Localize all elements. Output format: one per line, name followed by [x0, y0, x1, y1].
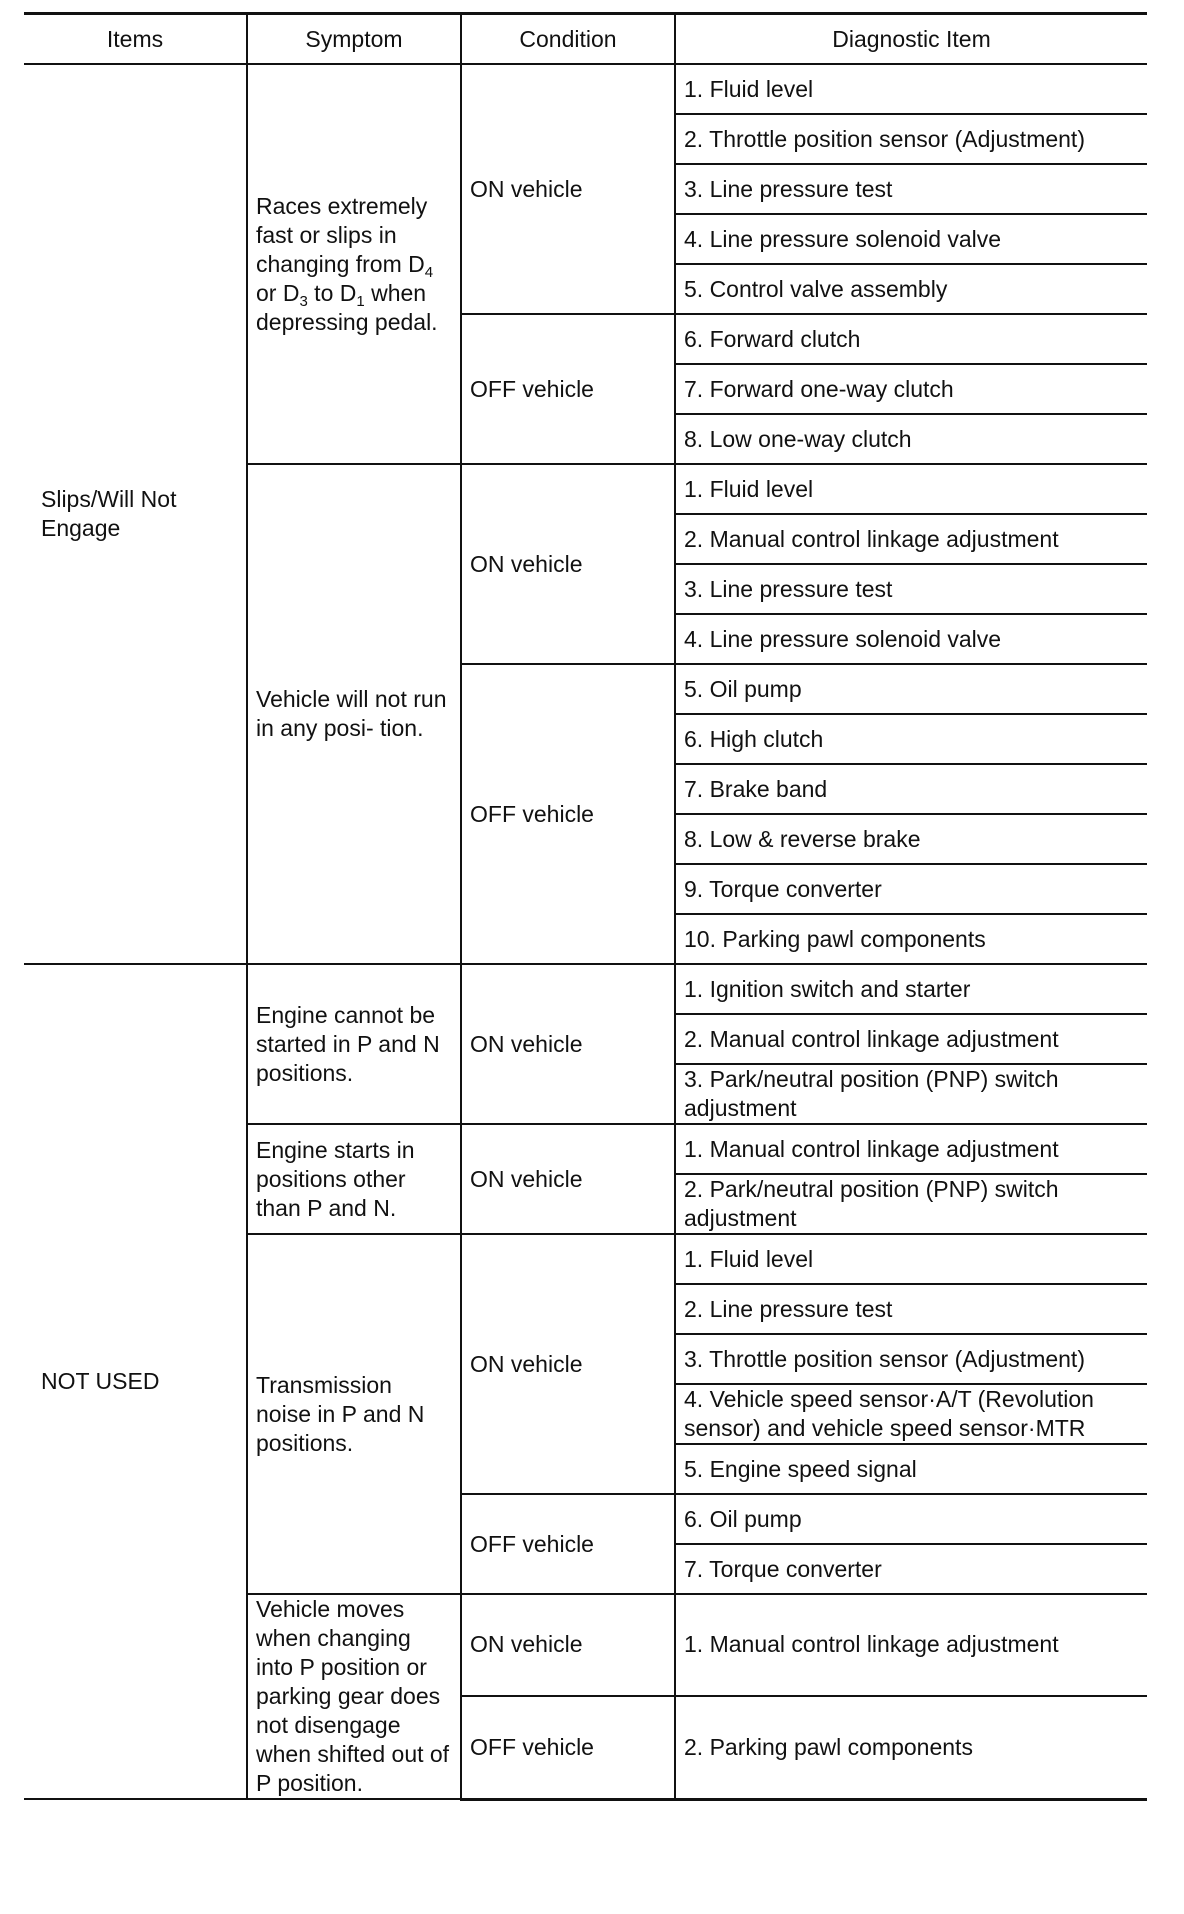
- symptom-cell: Vehicle moves when changing into P position or parking gear does not disengage when shifted out of P position.: [247, 1594, 461, 1799]
- condition-cell: OFF vehicle: [461, 1696, 675, 1799]
- symptom-cell: Engine starts in positions other than P and N.: [247, 1124, 461, 1234]
- diagnostic-item: 3. Line pressure test: [675, 564, 1147, 614]
- diagnostic-item: 2. Parking pawl components: [675, 1696, 1147, 1799]
- diagnostic-item: 2. Throttle position sensor (Adjustment): [675, 114, 1147, 164]
- diagnostic-item: 7. Torque converter: [675, 1544, 1147, 1594]
- header-items: Items: [24, 14, 247, 65]
- diagnostic-item: 5. Engine speed signal: [675, 1444, 1147, 1494]
- condition-cell: ON vehicle: [461, 1594, 675, 1696]
- symptom-cell: Vehicle will not run in any posi- tion.: [247, 464, 461, 964]
- header-symptom: Symptom: [247, 14, 461, 65]
- condition-cell: ON vehicle: [461, 464, 675, 664]
- diagnostic-item: 5. Oil pump: [675, 664, 1147, 714]
- diagnostic-item: 3. Park/neutral position (PNP) switch adjustment: [675, 1064, 1147, 1124]
- diagnostic-item: 1. Manual control linkage adjustment: [675, 1594, 1147, 1696]
- symptom-cell: Races extremely fast or slips in changing from $D_4$ or $D_3$ to $D_1$ when depressing pedal.: [247, 64, 461, 464]
- diagnostic-item: 8. Low one-way clutch: [675, 414, 1147, 464]
- diagnostic-item: 7. Forward one-way clutch: [675, 364, 1147, 414]
- diagnostic-item: 8. Low & reverse brake: [675, 814, 1147, 864]
- diagnostic-item: 2. Park/neutral position (PNP) switch adjustment: [675, 1174, 1147, 1234]
- item-cell: Slips/Will Not Engage: [24, 64, 247, 964]
- condition-cell: ON vehicle: [461, 64, 675, 314]
- diagnostic-item: 1. Fluid level: [675, 464, 1147, 514]
- table-row: [24, 64, 1147, 114]
- diagnostic-item: 4. Vehicle speed sensor·A/T (Revolution sensor) and vehicle speed sensor·MTR: [675, 1384, 1147, 1444]
- table-row: [24, 964, 1147, 1014]
- diagnostic-item: 2. Line pressure test: [675, 1284, 1147, 1334]
- diagnostic-item: 10. Parking pawl components: [675, 914, 1147, 964]
- symptom-cell: Transmission noise in P and N positions.: [247, 1234, 461, 1594]
- condition-cell: OFF vehicle: [461, 314, 675, 464]
- symptom-cell: Engine cannot be started in P and N positions.: [247, 964, 461, 1124]
- diagnostic-item: 7. Brake band: [675, 764, 1147, 814]
- diagnostic-item: 2. Manual control linkage adjustment: [675, 514, 1147, 564]
- diagnostic-item: 6. Forward clutch: [675, 314, 1147, 364]
- condition-cell: ON vehicle: [461, 1234, 675, 1494]
- condition-cell: ON vehicle: [461, 1124, 675, 1234]
- diagnostic-item: 3. Line pressure test: [675, 164, 1147, 214]
- condition-cell: OFF vehicle: [461, 1494, 675, 1594]
- diagnostic-item: 4. Line pressure solenoid valve: [675, 614, 1147, 664]
- item-cell: NOT USED: [24, 964, 247, 1799]
- diagnostic-item: 6. High clutch: [675, 714, 1147, 764]
- diagnostic-item: 1. Manual control linkage adjustment: [675, 1124, 1147, 1174]
- header-row: [24, 14, 1147, 65]
- diagnostic-item: 4. Line pressure solenoid valve: [675, 214, 1147, 264]
- condition-cell: ON vehicle: [461, 964, 675, 1124]
- header-diagnostic-item: Diagnostic Item: [675, 14, 1147, 65]
- diagnostic-item: 2. Manual control linkage adjustment: [675, 1014, 1147, 1064]
- diagnostic-table: [24, 12, 1147, 1801]
- diagnostic-item: 3. Throttle position sensor (Adjustment): [675, 1334, 1147, 1384]
- diagnostic-item: 1. Ignition switch and starter: [675, 964, 1147, 1014]
- diagnostic-item: 1. Fluid level: [675, 1234, 1147, 1284]
- diagnostic-item: 5. Control valve assembly: [675, 264, 1147, 314]
- condition-cell: OFF vehicle: [461, 664, 675, 964]
- diagnostic-item: 6. Oil pump: [675, 1494, 1147, 1544]
- diagnostic-item: 1. Fluid level: [675, 64, 1147, 114]
- diagnostic-item: 9. Torque converter: [675, 864, 1147, 914]
- header-condition: Condition: [461, 14, 675, 65]
